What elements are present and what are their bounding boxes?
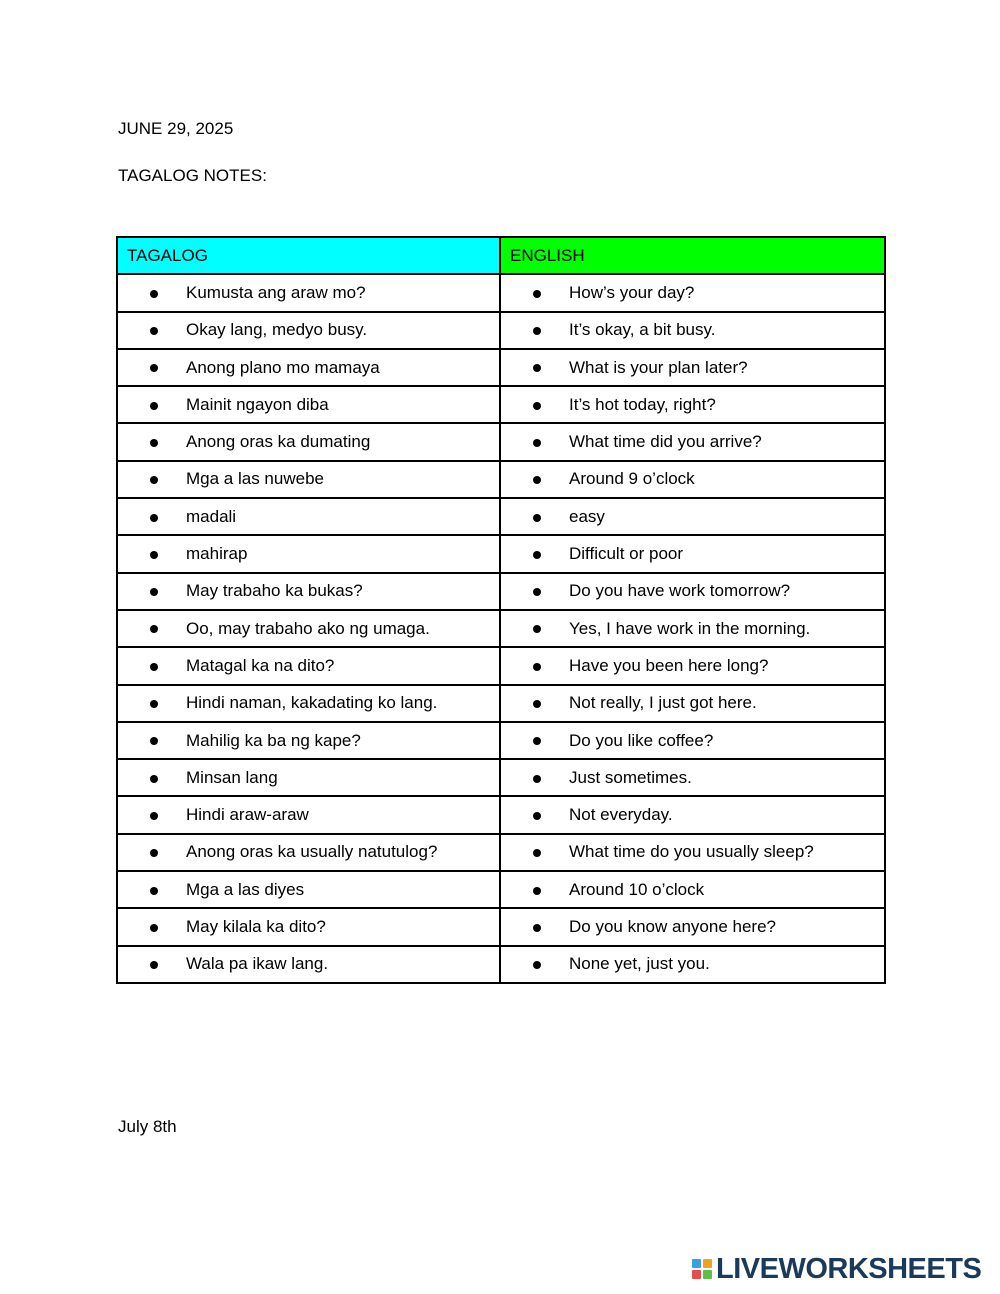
tagalog-text: Anong oras ka usually natutulog? (186, 842, 438, 862)
bullet-icon (501, 622, 569, 636)
bullet-icon (118, 323, 186, 337)
column-header-tagalog: TAGALOG (117, 237, 500, 274)
bullet-icon (118, 696, 186, 710)
bullet-icon (501, 808, 569, 822)
english-text: Difficult or poor (569, 544, 684, 564)
english-text: Yes, I have work in the morning. (569, 618, 811, 638)
bullet-icon (118, 584, 186, 598)
tagalog-text: Mga a las diyes (186, 879, 305, 899)
tagalog-cell (117, 610, 500, 647)
english-text: Do you know anyone here? (569, 916, 776, 936)
english-text: What time did you arrive? (569, 432, 762, 452)
bullet-icon (118, 361, 186, 375)
bullet-icon (118, 734, 186, 748)
bullet-icon (501, 323, 569, 337)
bullet-icon (118, 659, 186, 673)
tagalog-text: Minsan lang (186, 767, 278, 787)
english-text: How’s your day? (569, 282, 695, 302)
tagalog-cell (117, 908, 500, 945)
table-row (117, 423, 885, 460)
english-cell (500, 498, 885, 535)
tagalog-cell (117, 685, 500, 722)
table-header-row (117, 237, 885, 274)
english-text: Do you have work tomorrow? (569, 581, 791, 601)
tagalog-cell (117, 573, 500, 610)
tagalog-cell (117, 461, 500, 498)
english-cell (500, 908, 885, 945)
table-row (117, 685, 885, 722)
table-row (117, 759, 885, 796)
table-row (117, 722, 885, 759)
bullet-icon (501, 472, 569, 486)
english-text: Just sometimes. (569, 767, 692, 787)
english-cell (500, 312, 885, 349)
table-row (117, 871, 885, 908)
bullet-icon (118, 286, 186, 300)
english-cell (500, 871, 885, 908)
brand-name: LIVEWORKSHEETS (716, 1253, 982, 1285)
english-text: It’s hot today, right? (569, 394, 716, 414)
english-text: Have you been here long? (569, 655, 769, 675)
english-text: What time do you usually sleep? (569, 842, 814, 862)
bullet-icon (118, 622, 186, 636)
bullet-icon (501, 883, 569, 897)
notes-title: TAGALOG NOTES: (118, 166, 267, 185)
vocabulary-table (116, 236, 886, 984)
tagalog-cell (117, 423, 500, 460)
bullet-icon (118, 510, 186, 524)
english-cell (500, 386, 885, 423)
table-row (117, 946, 885, 983)
tagalog-text: Mahilig ka ba ng kape? (186, 730, 361, 750)
table-row (117, 610, 885, 647)
english-cell (500, 610, 885, 647)
table-row (117, 274, 885, 311)
tagalog-text: Wala pa ikaw lang. (186, 954, 329, 974)
tagalog-text: May trabaho ka bukas? (186, 581, 363, 601)
tagalog-cell (117, 946, 500, 983)
bullet-icon (118, 398, 186, 412)
bullet-icon (501, 734, 569, 748)
english-text: Not everyday. (569, 805, 673, 825)
english-text: It’s okay, a bit busy. (569, 320, 716, 340)
tagalog-text: Kumusta ang araw mo? (186, 282, 366, 302)
liveworksheets-logo-icon (692, 1259, 712, 1279)
english-cell (500, 274, 885, 311)
english-text: Not really, I just got here. (569, 693, 757, 713)
bullet-icon (118, 435, 186, 449)
table-row (117, 573, 885, 610)
table-row (117, 908, 885, 945)
bullet-icon (501, 696, 569, 710)
footer-date: July 8th (118, 1117, 177, 1136)
english-cell (500, 796, 885, 833)
english-text: easy (569, 506, 605, 526)
english-text: What is your plan later? (569, 357, 748, 377)
tagalog-cell (117, 871, 500, 908)
english-cell (500, 573, 885, 610)
bullet-icon (118, 845, 186, 859)
bullet-icon (118, 957, 186, 971)
bullet-icon (118, 920, 186, 934)
tagalog-text: Anong oras ka dumating (186, 432, 371, 452)
bullet-icon (118, 472, 186, 486)
tagalog-text: Oo, may trabaho ako ng umaga. (186, 618, 430, 638)
tagalog-cell (117, 386, 500, 423)
column-header-english: ENGLISH (500, 237, 885, 274)
tagalog-cell (117, 834, 500, 871)
english-cell (500, 461, 885, 498)
bullet-icon (118, 883, 186, 897)
english-text: Around 9 o’clock (569, 469, 695, 489)
table-row (117, 498, 885, 535)
tagalog-cell (117, 349, 500, 386)
english-cell (500, 349, 885, 386)
bullet-icon (501, 584, 569, 598)
bullet-icon (501, 659, 569, 673)
tagalog-cell (117, 274, 500, 311)
tagalog-text: Hindi naman, kakadating ko lang. (186, 693, 438, 713)
bullet-icon (501, 510, 569, 524)
english-cell (500, 423, 885, 460)
bullet-icon (501, 398, 569, 412)
bullet-icon (501, 286, 569, 300)
tagalog-text: Matagal ka na dito? (186, 655, 335, 675)
tagalog-cell (117, 312, 500, 349)
bullet-icon (118, 771, 186, 785)
english-cell (500, 685, 885, 722)
table-row (117, 834, 885, 871)
english-text: None yet, just you. (569, 954, 710, 974)
tagalog-text: Mga a las nuwebe (186, 469, 324, 489)
tagalog-text: Mainit ngayon diba (186, 394, 329, 414)
tagalog-text: Anong plano mo mamaya (186, 357, 380, 377)
bullet-icon (501, 435, 569, 449)
tagalog-text: Hindi araw-araw (186, 805, 309, 825)
table-row (117, 461, 885, 498)
tagalog-cell (117, 498, 500, 535)
english-cell (500, 759, 885, 796)
tagalog-cell (117, 796, 500, 833)
tagalog-text: May kilala ka dito? (186, 916, 326, 936)
table-row (117, 796, 885, 833)
tagalog-cell (117, 647, 500, 684)
tagalog-cell (117, 759, 500, 796)
table-row (117, 349, 885, 386)
english-cell (500, 834, 885, 871)
tagalog-text: Okay lang, medyo busy. (186, 320, 368, 340)
table-row (117, 312, 885, 349)
english-text: Do you like coffee? (569, 730, 714, 750)
tagalog-text: mahirap (186, 544, 248, 564)
bullet-icon (501, 845, 569, 859)
tagalog-cell (117, 535, 500, 572)
english-text: Around 10 o’clock (569, 879, 705, 899)
bullet-icon (501, 771, 569, 785)
brand-logo (692, 1255, 981, 1283)
english-cell (500, 722, 885, 759)
english-cell (500, 535, 885, 572)
table-row (117, 647, 885, 684)
table-body (117, 274, 885, 983)
table-row (117, 386, 885, 423)
bullet-icon (501, 547, 569, 561)
bullet-icon (118, 547, 186, 561)
bullet-icon (501, 920, 569, 934)
table-row (117, 535, 885, 572)
english-cell (500, 647, 885, 684)
document-date: JUNE 29, 2025 (118, 119, 234, 138)
bullet-icon (501, 361, 569, 375)
tagalog-cell (117, 722, 500, 759)
bullet-icon (501, 957, 569, 971)
english-cell (500, 946, 885, 983)
bullet-icon (118, 808, 186, 822)
tagalog-text: madali (186, 506, 237, 526)
